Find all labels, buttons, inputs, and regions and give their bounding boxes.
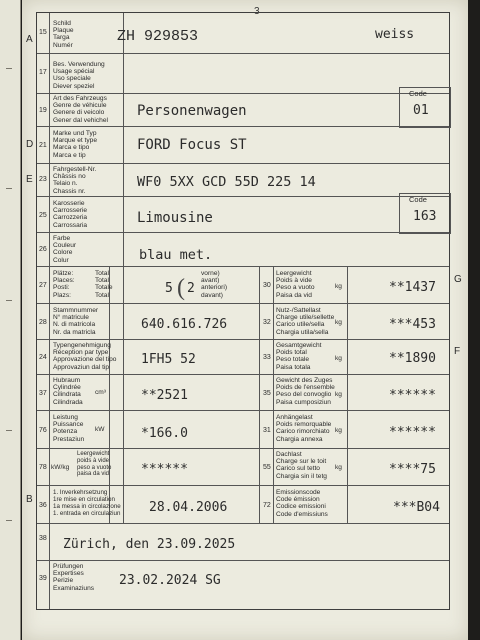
seats-front-label: vorne) avant) anteriori) davant) — [201, 270, 228, 299]
adjacent-page-edge — [0, 0, 21, 640]
field-number: 72 — [263, 502, 271, 509]
power-label: Leistung Puissance Potenza Prestaziun — [53, 414, 85, 443]
field-number: 33 — [263, 354, 271, 361]
master-number-label: Stammnummer N° matricule N. di matricola Nr. da matricla — [53, 307, 99, 336]
power-value: *166.0 — [141, 426, 188, 441]
power-weight-label: Leergewicht poids à vide peso a vuoto paisa da vid — [77, 451, 112, 478]
payload-value: ***453 — [389, 317, 436, 332]
seats-front-value: 2 — [187, 281, 195, 296]
empty-weight-value: **1437 — [389, 280, 436, 295]
seats-total-label: Total Total Totale Total — [95, 270, 113, 299]
vehicle-type-code: 01 — [413, 103, 429, 118]
type-approval-label: Typengenehmigung Réception par type Approvazione del tipo Approvaziun dal tip — [53, 342, 117, 371]
field-number: 32 — [263, 319, 271, 326]
vehicle-type-value: Personenwagen — [137, 103, 247, 119]
field-number: 35 — [263, 390, 271, 397]
field-number: 15 — [39, 29, 47, 36]
code-label: Code — [409, 89, 427, 98]
field-number: 27 — [39, 282, 47, 289]
field-number: 39 — [39, 575, 47, 582]
color-label: Farbe Couleur Colore Colur — [53, 235, 77, 264]
unit-kg: kg — [335, 427, 342, 434]
plate-value: ZH 929853 — [117, 28, 199, 45]
unit-kg: kg — [335, 283, 342, 290]
unit-kw-kg: kW/kg — [51, 464, 70, 471]
empty-weight-label: Leergewicht Poids à vide Peso a vuoto Paisa da vid — [276, 270, 315, 299]
field-number: 38 — [39, 535, 47, 542]
make-model-value: FORD Focus ST — [137, 137, 247, 153]
seats-total-value: 5 — [165, 281, 173, 296]
code-label: Code — [409, 195, 427, 204]
color-value: blau met. — [139, 247, 213, 263]
unit-kw: kW — [95, 426, 105, 433]
margin-letter-e: E — [26, 174, 33, 185]
margin-letter-a: A — [26, 34, 33, 45]
chassis-label: Fahrgestell-Nr. Châssis no Telaio n. Chassis nr. — [53, 166, 97, 195]
issue-place-date: Zürich, den 23.09.2025 — [63, 537, 236, 552]
chassis-value: WF0 5XX GCD 55D 225 14 — [137, 174, 316, 190]
type-approval-value: 1FH5 52 — [141, 352, 196, 367]
emission-code-value: ***B04 — [393, 500, 440, 515]
master-number-value: 640.616.726 — [141, 317, 228, 332]
roof-load-value: ****75 — [389, 462, 436, 477]
field-number: 26 — [39, 246, 47, 253]
train-weight-label: Gewicht des Zuges Poids de l'ensemble Peso del convoglio Paisa cumposiziun — [276, 377, 335, 406]
make-model-label: Marke und Typ Marque et type Marca e tipo Marca e tip — [53, 130, 97, 159]
total-weight-value: **1890 — [389, 351, 436, 366]
trailer-load-value: ****** — [389, 425, 436, 440]
field-number: 28 — [39, 319, 47, 326]
total-weight-label: Gesamtgewicht Poids total Peso totale Paisa totala — [276, 342, 322, 371]
train-weight-value: ****** — [389, 388, 436, 403]
field-number: 23 — [39, 176, 47, 183]
unit-cm3: cm³ — [95, 389, 106, 396]
unit-kg: kg — [335, 391, 342, 398]
displacement-value: **2521 — [141, 388, 188, 403]
field-number: 76 — [39, 427, 47, 434]
payload-label: Nutz-/Sattellast Charge utile/sellette Carico utile/sella Chargia utila/sella — [276, 307, 335, 336]
body-value: Limousine — [137, 210, 213, 226]
field-number: 30 — [263, 282, 271, 289]
first-registration-value: 28.04.2006 — [149, 500, 228, 515]
first-registration-label: 1. Inverkehrsetzung 1re mise en circulation 1a messa in circolazione 1. entrada en circulaziun — [53, 489, 121, 517]
displacement-label: Hubraum Cylindrée Cilindrata Cilindrada — [53, 377, 83, 406]
margin-letter-f: F — [454, 346, 461, 357]
seats-label: Plätze: Places: Posti: Plazs: — [53, 270, 75, 299]
field-number: 36 — [39, 502, 47, 509]
emission-code-label: Emissionscode Code émission Codice emissioni Code d'emissiuns — [276, 489, 328, 518]
field-number: 78 — [39, 464, 47, 471]
inspection-label: Prüfungen Expertises Perizie Examinaziuns — [53, 563, 95, 592]
trailer-load-label: Anhängelast Poids remorquable Carico rimorchiato Chargia annexa — [276, 414, 332, 443]
field-number: 24 — [39, 354, 47, 361]
margin-letter-g: G — [454, 274, 462, 285]
margin-letter-b: B — [26, 494, 33, 505]
unit-kg: kg — [335, 355, 342, 362]
margin-letter-d: D — [26, 139, 34, 150]
body-code: 163 — [413, 209, 437, 224]
plate-color: weiss — [375, 27, 415, 42]
special-usage-label: Bes. Verwendung Usage spécial Uso speciale Diever speziel — [53, 61, 105, 90]
inspection-value: 23.02.2024 SG — [119, 573, 221, 588]
body-label: Karosserie Carrosserie Carrozzeria Carrossaria — [53, 200, 88, 229]
roof-load-label: Dachlast Charge sur le toit Carico sul tetto Chargia sin il tetg — [276, 451, 327, 480]
unit-kg: kg — [335, 464, 342, 471]
power-weight-value: ****** — [141, 462, 188, 477]
field-number: 37 — [39, 390, 47, 397]
unit-kg: kg — [335, 319, 342, 326]
vehicle-type-label: Art des Fahrzeugs Genre de véhicule Genere di veicolo Gener dal vehichel — [53, 95, 108, 124]
field-number: 25 — [39, 212, 47, 219]
field-number: 31 — [263, 427, 271, 434]
field-number: 19 — [39, 107, 47, 114]
page-number: 3 — [254, 6, 260, 17]
field-number: 21 — [39, 142, 47, 149]
registration-form-grid: 15 Schild Plaque Targa Numér ZH 929853 weiss 17 Bes. Verwendung Usage spécial Uso speciale Diever speziel 19 Art des Fahrzeugs Genre de véhicule Genere di veicolo Gener dal vehichel Personenwagen Code 01 21 Marke und Typ Marque et type Marca e tipo Marca e tip FORD Focus ST 23 Fahrgestell-Nr. Châssis no Telaio n. Chassis nr. WF0 5XX GCD 55D 225 14 25 Karosserie Carrosserie Carrozzeria Carrossaria Limousine Code 163 26 Farbe Couleur Colore Colur blau met. 27 Plätze: Places: Posti: Plazs: Total Total Totale Total 5 ( 2 vorne) avant) anteriori) davant) 30 Leergewicht Poids à vide Peso a vuoto Paisa da vid kg **1437 28 Stammnummer N° matricule N. di matricola Nr. da matricla 640.616.726 32 Nutz-/Sattellast Charge utile/sellette Carico utile/sella Chargia utila/sella kg ***453 24 Typengenehmigung Réception par type Approvazione del tipo Approvaziun dal tip 1FH5 52 33 Gesamtgewicht Poids total Peso totale Paisa totala kg **1890 37 Hubraum Cylindrée Cilindrata Cilindrada cm³ **2521 35 Gewicht des Zuges Poids de l'ensemble Peso del convoglio Paisa cumposiziun kg ****** 76 Leistung Puissance Potenza Prestaziun kW *166.0 31 Anhängelast Poids remorquable Carico rimorchiato Chargia annexa kg ****** 78 kW/kg Leergewicht poids à vide peso a vuoto paisa da vid ****** 55 Dachlast Charge sur le toit Carico sul tetto Chargia sin il tetg kg ****75 36 1. Inverkehrsetzung 1re mise en circulation 1a messa in circolazione 1. entrada en circulaziun 28.04.2006 72 Emissionscode Code émission Codice emissioni Code d'emissiuns ***B04 38 Zürich, den 23.09.2025 39 Prüfungen Expertises Perizie Examinaziuns 23.02.2024 SG — [36, 12, 450, 610]
plate-label: Schild Plaque Targa Numér — [53, 20, 74, 49]
field-number: 17 — [39, 69, 47, 76]
field-number: 55 — [263, 464, 271, 471]
